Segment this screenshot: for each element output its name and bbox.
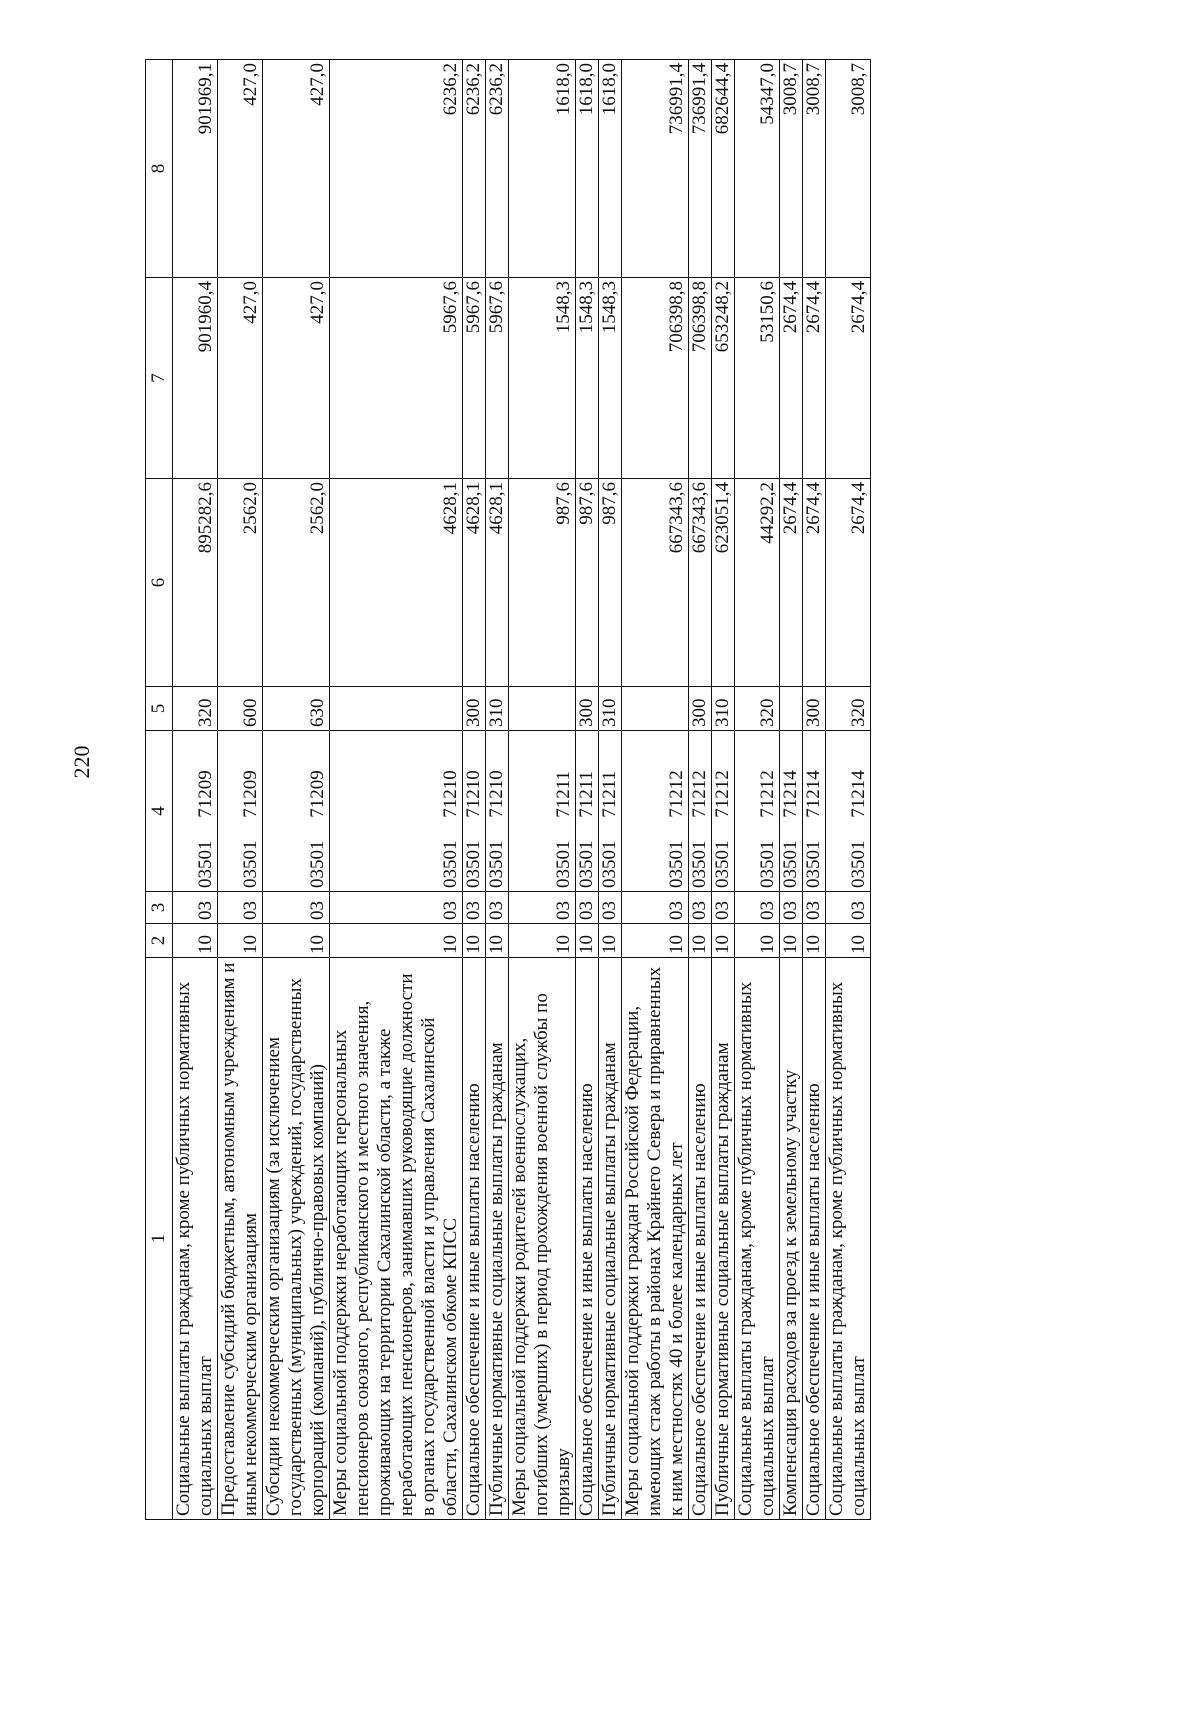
row-name-cell: Публичные нормативные социальные выплаты гражданам (486, 958, 509, 1520)
section-cell: 10 (263, 924, 330, 958)
expense-type-cell: 310 (599, 687, 622, 731)
target-article-cell: 03501 71212 (689, 731, 712, 892)
amount-col8-cell: 3008,7 (803, 60, 826, 278)
subsection-cell: 03 (173, 892, 218, 924)
amount-col8-cell: 1618,0 (576, 60, 599, 278)
amount-col6-cell: 895282,6 (173, 479, 218, 687)
amount-col7-cell: 1548,3 (509, 278, 576, 479)
amount-col7-cell: 427,0 (218, 278, 263, 479)
amount-col7-cell: 427,0 (263, 278, 330, 479)
expense-type-cell: 300 (803, 687, 826, 731)
target-article-cell: 03501 71210 (463, 731, 486, 892)
amount-col6-cell: 4628,1 (330, 479, 463, 687)
table-row (622, 60, 689, 1520)
amount-col7-cell: 2674,4 (780, 278, 803, 479)
col-header: 6 (146, 479, 173, 687)
target-article-cell: 03501 71211 (509, 731, 576, 892)
amount-col6-cell: 987,6 (599, 479, 622, 687)
amount-col6-cell: 4628,1 (463, 479, 486, 687)
amount-col8-cell: 6236,2 (330, 60, 463, 278)
expense-type-cell: 320 (826, 687, 871, 731)
row-name-cell: Социальные выплаты гражданам, кроме публичных нормативных социальных выплат (173, 958, 218, 1520)
subsection-cell: 03 (622, 892, 689, 924)
section-cell: 10 (689, 924, 712, 958)
section-cell: 10 (826, 924, 871, 958)
amount-col8-cell: 427,0 (218, 60, 263, 278)
target-article-cell: 03501 71211 (599, 731, 622, 892)
table-row (263, 60, 330, 1520)
expense-type-cell: 320 (173, 687, 218, 731)
amount-col6-cell: 2674,4 (803, 479, 826, 687)
target-article-cell: 03501 71209 (218, 731, 263, 892)
amount-col7-cell: 653248,2 (712, 278, 735, 479)
table-row (173, 60, 218, 1520)
target-article-cell: 03501 71209 (263, 731, 330, 892)
row-name-cell: Меры социальной поддержки неработающих персональных пенсионеров союзного, республиканского и местного значения, проживающих на территории Сахалинской области, а также неработающих пенсионеров, занимавших руководящие должности в органах государственной власти и управления Сахалинской области, Сахалинском обкоме КПСС (330, 958, 463, 1520)
section-cell: 10 (218, 924, 263, 958)
amount-col6-cell: 987,6 (509, 479, 576, 687)
amount-col8-cell: 736991,4 (689, 60, 712, 278)
target-article-cell: 03501 71214 (780, 731, 803, 892)
table-row (486, 60, 509, 1520)
section-cell: 10 (330, 924, 463, 958)
col-header: 8 (146, 60, 173, 278)
expense-type-cell: 320 (735, 687, 780, 731)
amount-col6-cell: 44292,2 (735, 479, 780, 687)
table-header-row (146, 60, 173, 1520)
table-row (689, 60, 712, 1520)
section-cell: 10 (599, 924, 622, 958)
section-cell: 10 (712, 924, 735, 958)
row-name-cell: Социальное обеспечение и иные выплаты населению (576, 958, 599, 1520)
section-cell: 10 (173, 924, 218, 958)
row-name-cell: Социальное обеспечение и иные выплаты населению (803, 958, 826, 1520)
section-cell: 10 (576, 924, 599, 958)
subsection-cell: 03 (780, 892, 803, 924)
target-article-cell: 03501 71212 (712, 731, 735, 892)
amount-col6-cell: 667343,6 (689, 479, 712, 687)
expense-type-cell: 300 (689, 687, 712, 731)
section-cell: 10 (486, 924, 509, 958)
row-name-cell: Социальное обеспечение и иные выплаты населению (463, 958, 486, 1520)
target-article-cell: 03501 71214 (826, 731, 871, 892)
section-cell: 10 (780, 924, 803, 958)
target-article-cell: 03501 71212 (622, 731, 689, 892)
subsection-cell: 03 (509, 892, 576, 924)
section-cell: 10 (463, 924, 486, 958)
subsection-cell: 03 (803, 892, 826, 924)
amount-col8-cell: 6236,2 (463, 60, 486, 278)
amount-col6-cell: 4628,1 (486, 479, 509, 687)
table-row (463, 60, 486, 1520)
table-row (735, 60, 780, 1520)
expense-type-cell: 310 (712, 687, 735, 731)
expense-type-cell: 630 (263, 687, 330, 731)
subsection-cell: 03 (599, 892, 622, 924)
rotated-table-area (145, 60, 1157, 1520)
amount-col7-cell: 1548,3 (576, 278, 599, 479)
subsection-cell: 03 (463, 892, 486, 924)
expense-type-cell: 310 (486, 687, 509, 731)
amount-col7-cell: 2674,4 (826, 278, 871, 479)
row-name-cell: Меры социальной поддержки граждан Российской Федерации, имеющих стаж работы в районах Крайнего Севера и приравненных к ним местностях 40 и более календарных лет (622, 958, 689, 1520)
expense-type-cell (780, 687, 803, 731)
amount-col8-cell: 3008,7 (826, 60, 871, 278)
table-row (712, 60, 735, 1520)
row-name-cell: Публичные нормативные социальные выплаты гражданам (712, 958, 735, 1520)
amount-col7-cell: 901960,4 (173, 278, 218, 479)
amount-col8-cell: 3008,7 (780, 60, 803, 278)
col-header: 4 (146, 731, 173, 892)
amount-col6-cell: 2674,4 (780, 479, 803, 687)
row-name-cell: Субсидии некоммерческим организациям (за исключением государственных (муниципальных) учреждений, государственных корпораций (компаний), публично-правовых компаний) (263, 958, 330, 1520)
subsection-cell: 03 (826, 892, 871, 924)
amount-col8-cell: 682644,4 (712, 60, 735, 278)
table-row (509, 60, 576, 1520)
amount-col7-cell: 1548,3 (599, 278, 622, 479)
target-article-cell: 03501 71211 (576, 731, 599, 892)
amount-col6-cell: 623051,4 (712, 479, 735, 687)
row-name-cell: Публичные нормативные социальные выплаты гражданам (599, 958, 622, 1520)
expense-type-cell: 600 (218, 687, 263, 731)
section-cell: 10 (735, 924, 780, 958)
amount-col8-cell: 1618,0 (599, 60, 622, 278)
amount-col8-cell: 736991,4 (622, 60, 689, 278)
subsection-cell: 03 (576, 892, 599, 924)
amount-col6-cell: 2562,0 (263, 479, 330, 687)
target-article-cell: 03501 71210 (486, 731, 509, 892)
expense-type-cell: 300 (576, 687, 599, 731)
section-cell: 10 (509, 924, 576, 958)
target-article-cell: 03501 71210 (330, 731, 463, 892)
target-article-cell: 03501 71212 (735, 731, 780, 892)
row-name-cell: Социальные выплаты гражданам, кроме публичных нормативных социальных выплат (826, 958, 871, 1520)
target-article-cell: 03501 71209 (173, 731, 218, 892)
table-row (803, 60, 826, 1520)
amount-col7-cell: 706398,8 (622, 278, 689, 479)
amount-col7-cell: 5967,6 (486, 278, 509, 479)
table-row (218, 60, 263, 1520)
subsection-cell: 03 (218, 892, 263, 924)
amount-col6-cell: 2562,0 (218, 479, 263, 687)
col-header: 1 (146, 958, 173, 1520)
table-row (330, 60, 463, 1520)
expense-type-cell (622, 687, 689, 731)
section-cell: 10 (803, 924, 826, 958)
row-name-cell: Социальное обеспечение и иные выплаты населению (689, 958, 712, 1520)
page-number: 220 (69, 745, 94, 779)
amount-col7-cell: 2674,4 (803, 278, 826, 479)
subsection-cell: 03 (735, 892, 780, 924)
row-name-cell: Компенсация расходов за проезд к земельному участку (780, 958, 803, 1520)
table-row (576, 60, 599, 1520)
section-cell: 10 (622, 924, 689, 958)
row-name-cell: Социальные выплаты гражданам, кроме публичных нормативных социальных выплат (735, 958, 780, 1520)
expense-type-cell (509, 687, 576, 731)
amount-col7-cell: 706398,8 (689, 278, 712, 479)
amount-col7-cell: 5967,6 (330, 278, 463, 479)
amount-col8-cell: 427,0 (263, 60, 330, 278)
amount-col8-cell: 901969,1 (173, 60, 218, 278)
amount-col6-cell: 667343,6 (622, 479, 689, 687)
expense-type-cell (330, 687, 463, 731)
amount-col7-cell: 53150,6 (735, 278, 780, 479)
amount-col6-cell: 2674,4 (826, 479, 871, 687)
subsection-cell: 03 (486, 892, 509, 924)
col-header: 7 (146, 278, 173, 479)
table-row (599, 60, 622, 1520)
target-article-cell: 03501 71214 (803, 731, 826, 892)
amount-col8-cell: 54347,0 (735, 60, 780, 278)
amount-col8-cell: 1618,0 (509, 60, 576, 278)
row-name-cell: Предоставление субсидий бюджетным, автономным учреждениям и иным некоммерческим организациям (218, 958, 263, 1520)
amount-col6-cell: 987,6 (576, 479, 599, 687)
budget-table (145, 59, 871, 1520)
expense-type-cell: 300 (463, 687, 486, 731)
col-header: 2 (146, 924, 173, 958)
col-header: 5 (146, 687, 173, 731)
col-header: 3 (146, 892, 173, 924)
subsection-cell: 03 (330, 892, 463, 924)
subsection-cell: 03 (712, 892, 735, 924)
amount-col8-cell: 6236,2 (486, 60, 509, 278)
table-row (780, 60, 803, 1520)
row-name-cell: Меры социальной поддержки родителей военнослужащих, погибших (умерших) в период прохождения военной службы по призыву (509, 958, 576, 1520)
subsection-cell: 03 (263, 892, 330, 924)
amount-col7-cell: 5967,6 (463, 278, 486, 479)
subsection-cell: 03 (689, 892, 712, 924)
table-row (826, 60, 871, 1520)
